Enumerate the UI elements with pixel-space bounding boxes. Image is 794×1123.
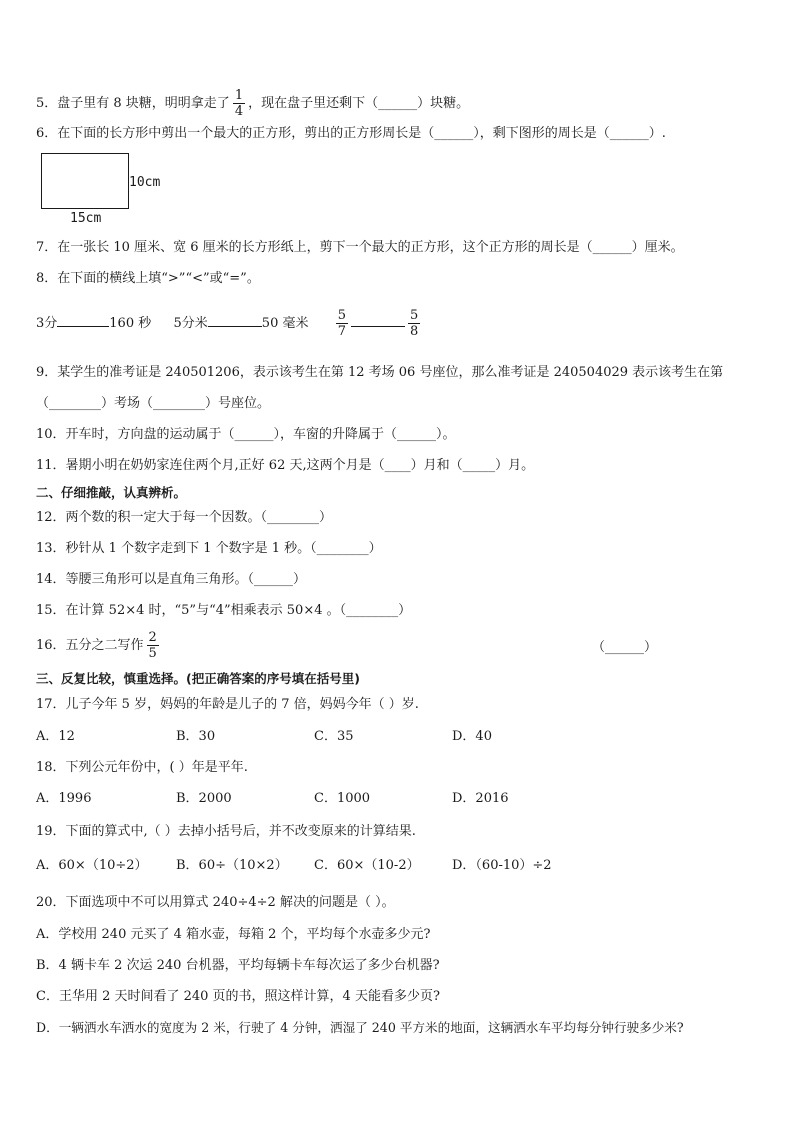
- fraction-five-sevenths: $\frac{5}{7}$: [337, 308, 347, 339]
- question-10: 10．开车时，方向盘的运动属于（______），车窗的升降属于（______）。: [36, 427, 456, 442]
- q17-option-b[interactable]: B．30: [176, 729, 216, 744]
- question-9-line2: （________）考场（________）号座位。: [36, 396, 271, 411]
- rectangle-figure: [41, 153, 129, 209]
- q17-option-c[interactable]: C．35: [314, 729, 354, 744]
- q18-option-b[interactable]: B．2000: [176, 791, 232, 806]
- q8-blank-1[interactable]: [57, 312, 109, 327]
- q19-option-c[interactable]: C．60×（10-2）: [314, 858, 420, 873]
- question-14: 14．等腰三角形可以是直角三角形。（______）: [36, 572, 307, 587]
- question-13: 13．秒针从 1 个数字走到下 1 个数字是 1 秒。（________）: [36, 541, 382, 556]
- question-8-items: [36, 306, 423, 342]
- q8-item1-left: 3分: [36, 316, 58, 331]
- question-16-answer: （______）: [592, 640, 658, 655]
- q19-option-d[interactable]: D．（60-10）÷2: [452, 858, 552, 873]
- q17-option-a[interactable]: A．12: [36, 729, 75, 744]
- q20-option-a[interactable]: A．学校用 240 元买了 4 箱水壶，每箱 2 个，平均每个水壶多少元?: [36, 927, 431, 942]
- question-19: 19．下面的算式中,（ ）去掉小括号后，并不改变原来的计算结果.: [36, 824, 416, 839]
- q18-option-d[interactable]: D．2016: [452, 791, 509, 806]
- question-11: 11．暑期小明在奶奶家连住两个月,正好 62 天,这两个月是（____）月和（_____）月。: [36, 458, 535, 473]
- q19-option-a[interactable]: A．60×（10÷2）: [36, 858, 148, 873]
- question-16: [36, 630, 162, 661]
- question-5-post: ，现在盘子里还剩下（______）块糖。: [248, 96, 470, 111]
- q8-item2-right: 50 毫米: [261, 316, 309, 331]
- q20-option-d[interactable]: D．一辆洒水车洒水的宽度为 2 米，行驶了 4 分钟，洒湿了 240 平方米的地面，这辆洒水车平均每分钟行驶多少米?: [36, 1020, 684, 1035]
- fraction-five-eighths: $\frac{5}{8}$: [410, 308, 419, 339]
- question-9-line1: 9．某学生的准考证是 240501206，表示该考生在第 12 考场 06 号座位，那么准考证是 240504029 表示该考生在第: [36, 365, 724, 380]
- question-17: 17．儿子今年 5 岁，妈妈的年龄是儿子的 7 倍，妈妈今年（ ）岁.: [36, 697, 419, 712]
- question-15: 15．在计算 52×4 时，“5”与“4”相乘表示 50×4 。（________）: [36, 603, 412, 618]
- q18-option-a[interactable]: A．1996: [36, 791, 92, 806]
- q17-option-d[interactable]: D．40: [452, 729, 492, 744]
- q8-blank-3[interactable]: [351, 312, 405, 327]
- fraction-one-quarter: $\frac{1}{4}$: [234, 88, 244, 119]
- question-6: 6．在下面的长方形中剪出一个最大的正方形，剪出的正方形周长是（______），剩下图形的周长是（______）.: [36, 126, 666, 141]
- question-8: 8．在下面的横线上填“>”“<”或“=”。: [36, 271, 260, 286]
- question-16-pre: 16．五分之二写作: [36, 638, 144, 653]
- q20-option-c[interactable]: C．王华用 2 天时间看了 240 页的书，照这样计算，4 天能看多少页?: [36, 989, 440, 1004]
- height-label: 10cm: [129, 175, 161, 190]
- fraction-two-fifths: $\frac{2}{5}$: [148, 630, 157, 661]
- q8-item1-right: 160 秒: [109, 316, 152, 331]
- q8-blank-2[interactable]: [208, 312, 262, 327]
- question-5-pre: 5．盘子里有 8 块糖，明明拿走了: [36, 96, 230, 111]
- q19-option-b[interactable]: B．60÷（10×2）: [176, 858, 288, 873]
- question-7: 7．在一张长 10 厘米、宽 6 厘米的长方形纸上，剪下一个最大的正方形，这个正方形的周长是（______）厘米。: [36, 240, 684, 255]
- q18-option-c[interactable]: C．1000: [314, 791, 371, 806]
- question-18: 18．下列公元年份中，( ）年是平年.: [36, 760, 248, 775]
- q8-item2-left: 5分米: [173, 316, 208, 331]
- section-2-title: 二、仔细推敲，认真辨析。: [36, 485, 187, 500]
- question-20: 20．下面选项中不可以用算式 240÷4÷2 解决的问题是（ ）。: [36, 895, 395, 910]
- section-3-title: 三、反复比较，慎重选择。(把正确答案的序号填在括号里): [36, 671, 360, 686]
- question-5: [36, 88, 469, 119]
- q20-option-b[interactable]: B．4 辆卡车 2 次运 240 台机器，平均每辆卡车每次运了多少台机器?: [36, 958, 440, 973]
- width-label: 15cm: [70, 211, 102, 226]
- question-12: 12．两个数的积一定大于每一个因数。（________）: [36, 510, 333, 525]
